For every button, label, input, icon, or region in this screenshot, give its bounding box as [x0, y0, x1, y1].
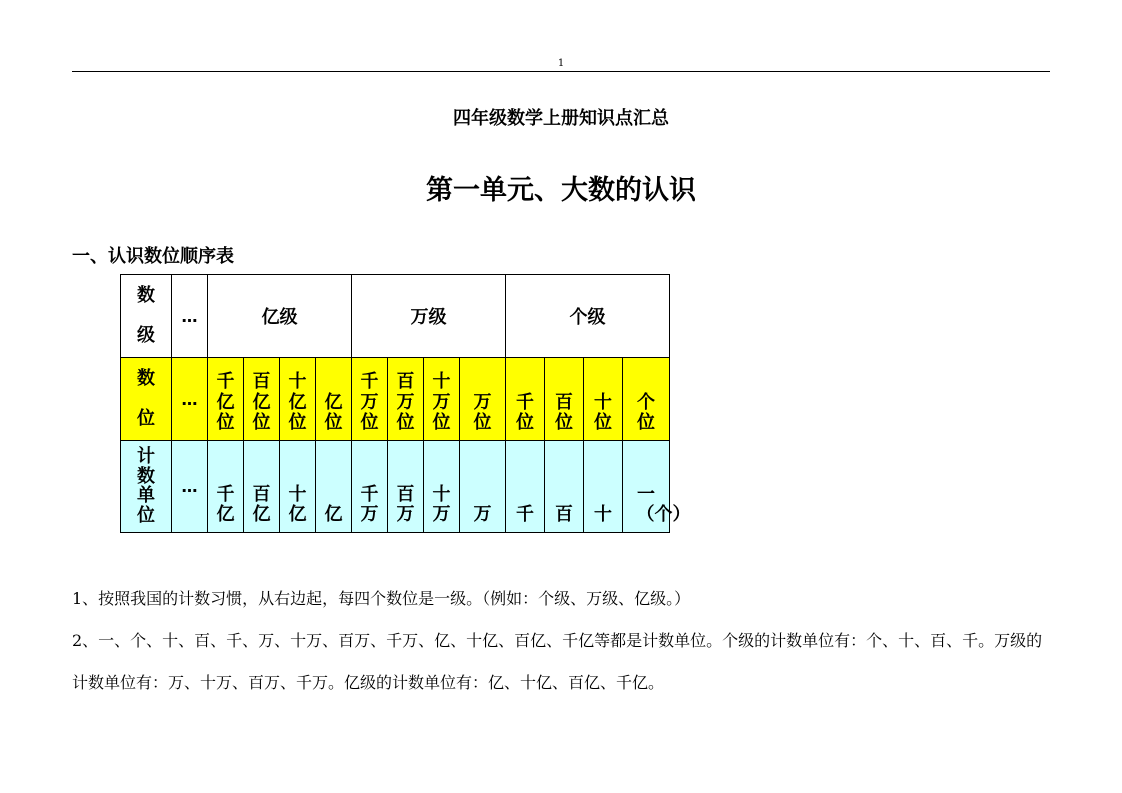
place-cell: 万位: [460, 358, 506, 441]
place-cell: 百位: [545, 358, 584, 441]
place-row-label: 数位: [121, 358, 172, 441]
place-cell: 个位: [623, 358, 670, 441]
unit-cell: 亿: [316, 441, 352, 533]
unit-cell: 万: [460, 441, 506, 533]
place-cell: 十位: [584, 358, 623, 441]
page-number: 1: [557, 58, 565, 69]
place-ellipsis: …: [172, 358, 208, 441]
place-cell: 百万位: [388, 358, 424, 441]
place-cell: 千万位: [352, 358, 388, 441]
unit-cell: 千: [506, 441, 545, 533]
place-cell: 千位: [506, 358, 545, 441]
place-cell: 十万位: [424, 358, 460, 441]
unit-cell: 十万: [424, 441, 460, 533]
paragraph-1: 1、按照我国的计数习惯，从右边起，每四个数位是一级。（例如：个级、万级、亿级。）: [72, 589, 691, 608]
grade-wan: 万级: [352, 275, 506, 358]
unit-cell: 百万: [388, 441, 424, 533]
unit-cell: 千亿: [208, 441, 244, 533]
grade-yi: 亿级: [208, 275, 352, 358]
place-cell: 十亿位: [280, 358, 316, 441]
place-value-table: [120, 274, 691, 533]
unit-cell: 千万: [352, 441, 388, 533]
grade-row-label: 数级: [121, 275, 172, 358]
unit-row: [121, 441, 670, 533]
place-cell: 千亿位: [208, 358, 244, 441]
unit-cell: 十亿: [280, 441, 316, 533]
grade-row: [121, 275, 670, 358]
place-cell: 亿位: [316, 358, 352, 441]
unit-row-label: 计数单位: [121, 441, 172, 533]
document-title: 四年级数学上册知识点汇总: [453, 108, 669, 129]
unit-cell: 百: [545, 441, 584, 533]
place-cell: 百亿位: [244, 358, 280, 441]
section-heading: 一、认识数位顺序表: [72, 246, 234, 267]
unit-title: 第一单元、大数的认识: [426, 175, 696, 206]
paragraph-2: 2、一、个、十、百、千、万、十万、百万、千万、亿、十亿、百亿、千亿等都是计数单位。个级的计数单位有：个、十、百、千。万级的计数单位有：万、十万、百万、千万。亿级的计数单位有：亿、十亿、百亿、千亿。: [72, 631, 1043, 692]
unit-cell: 百亿: [244, 441, 280, 533]
unit-cell: 一（个）: [623, 441, 670, 533]
grade-ge: 个级: [506, 275, 670, 358]
grade-ellipsis: …: [172, 275, 208, 358]
unit-cell: 十: [584, 441, 623, 533]
unit-ellipsis: …: [172, 441, 208, 533]
header-rule: [72, 71, 1050, 72]
place-row: [121, 358, 670, 441]
